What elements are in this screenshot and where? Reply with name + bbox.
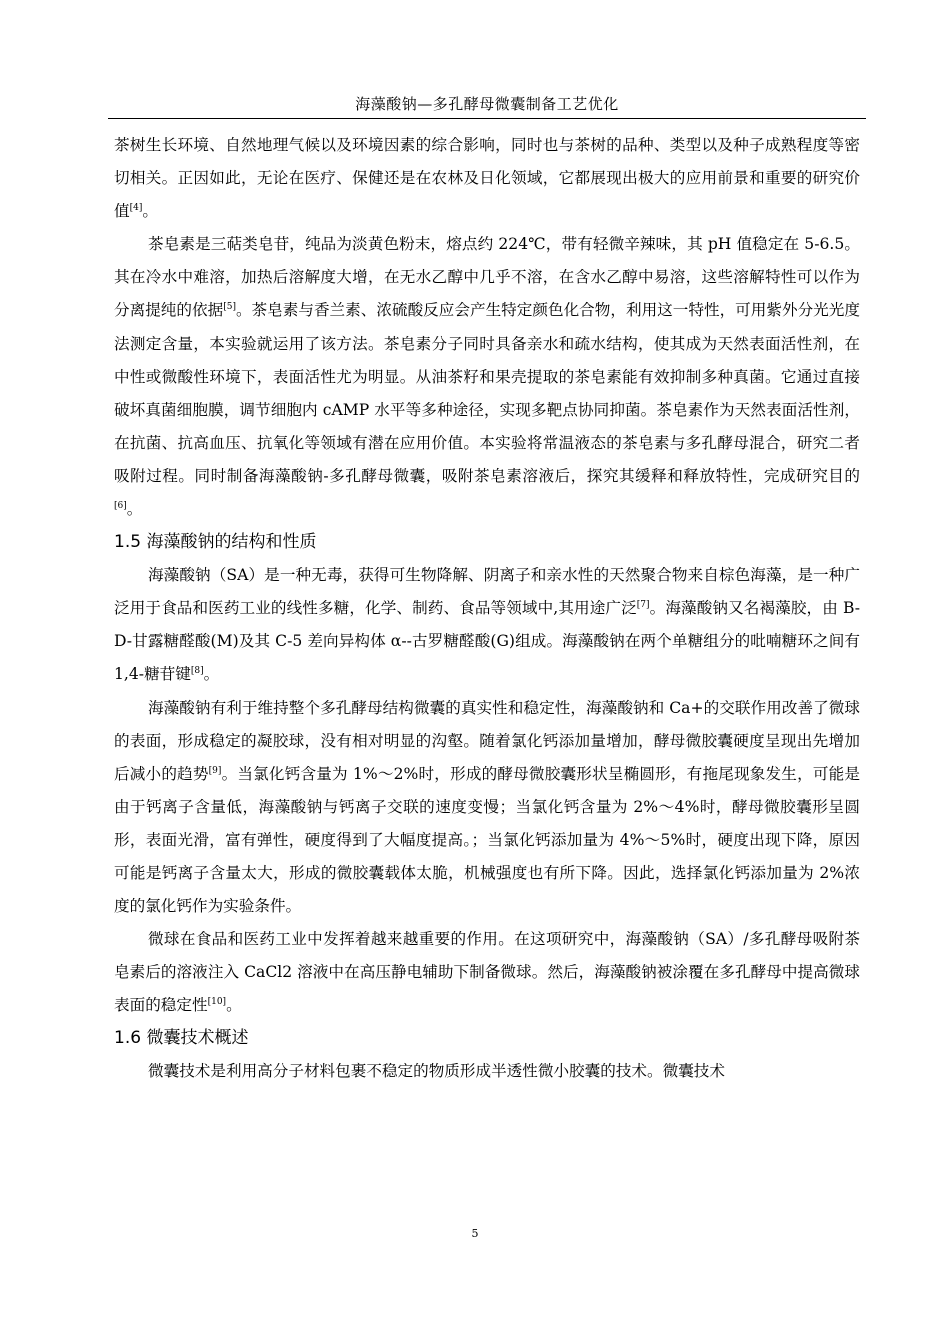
page-number: 5 [471, 1227, 479, 1240]
citation-7: [7] [636, 600, 650, 611]
page-body [114, 129, 860, 1089]
paragraph-tea-saponin: 茶皂素是三萜类皂苷，纯品为淡黄色粉末，熔点约 224℃，带有轻微辛辣味，其 pH 值稳定在 5-6.5。其在冷水中难溶，加热后溶解度大增，在无水乙醇中几乎不溶，在含水乙醇中易溶，这些溶解特性可以作为分离提纯的依据[5]。茶皂素与香兰素、浓硫酸反应会产生特定颜色化合物，利用这一特性，可用紫外分光光度法测定含量，本实验就运用了该方法。茶皂素分子同时具备亲水和疏水结构，使其成为天然表面活性剂，在中性或微酸性环境下，表面活性尤为明显。从油茶籽和果壳提取的茶皂素能有效抑制多种真菌。它通过直接破坏真菌细胞膜，调节细胞内 cAMP 水平等多种途径，实现多靶点协同抑菌。茶皂素作为天然表面活性剂，在抗菌、抗高血压、抗氧化等领域有潜在应用价值。本实验将常温液态的茶皂素与多孔酵母混合，研究二者吸附过程。同时制备海藻酸钠-多孔酵母微囊，吸附茶皂素溶液后，探究其缓释和释放特性，完成研究目的[6]。 [114, 235, 860, 519]
citation-6: [6] [114, 501, 127, 512]
citation-8: [8] [190, 666, 204, 677]
paragraph-tea-tree-continuation: 茶树生长环境、自然地理气候以及环境因素的综合影响，同时也与茶树的品种、类型以及种子成熟程度等密切相关。正因如此，无论在医疗、保健还是在农林及日化领域，它都展现出极大的应用前景和重要的研究价值[4]。 [114, 136, 860, 221]
paragraph-microcapsule-tech: 微囊技术是利用高分子材料包裹不稳定的物质形成半透性微小胶囊的技术。微囊技术 [148, 1062, 725, 1081]
paragraph-microspheres: 微球在食品和医药工业中发挥着越来越重要的作用。在这项研究中，海藻酸钠（SA）/多孔酵母吸附茶皂素后的溶液注入 CaCl2 溶液中在高压静电辅助下制备微球。然后，海藻酸钠被涂覆在多孔酵母中提高微球表面的稳定性[10]。 [114, 930, 860, 1015]
paragraph-calcium-chloride: 海藻酸钠有利于维持整个多孔酵母结构微囊的真实性和稳定性，海藻酸钠和 Ca+的交联作用改善了微球的表面，形成稳定的凝胶球，没有相对明显的沟壑。随着氯化钙添加量增加，酵母微胶囊硬度呈现出先增加后减小的趋势[9]。当氯化钙含量为 1%～2%时，形成的酵母微胶囊形状呈椭圆形，有拖尾现象发生，可能是由于钙离子含量低，海藻酸钠与钙离子交联的速度变慢；当氯化钙含量为 2%～4%时，酵母微胶囊形呈圆形，表面光滑，富有弹性，硬度得到了大幅度提高。；当氯化钙添加量为 4%～5%时，硬度出现下降，原因可能是钙离子含量太大，形成的微胶囊载体太脆，机械强度也有所下降。因此，选择氯化钙添加量为 2%浓度的氯化钙作为实验条件。 [114, 698, 860, 916]
citation-9: [9] [208, 765, 222, 776]
header-title: 海藻酸钠—多孔酵母微囊制备工艺优化 [355, 95, 619, 113]
section-heading-1-5: 1.5 海藻酸钠的结构和性质 [114, 532, 317, 553]
citation-5: [5] [223, 302, 236, 313]
paragraph-sodium-alginate-structure: 海藻酸钠（SA）是一种无毒，获得可生物降解、阴离子和亲水性的天然聚合物来自棕色海藻，是一种广泛用于食品和医药工业的线性多糖，化学、制药、食品等领域中,其用途广泛[7]。海藻酸钠又名褐藻胶，由 B-D-甘露糖醛酸(M)及其 C-5 差向异构体 α--古罗糖醛酸(G)组成。海藻酸钠在两个单糖组分的吡喃糖环之间有 1,4-糖苷键[8]。 [114, 566, 860, 684]
section-heading-1-6: 1.6 微囊技术概述 [114, 1028, 249, 1049]
citation-10: [10] [207, 997, 227, 1008]
citation-4: [4] [129, 203, 143, 214]
running-header [108, 92, 866, 119]
